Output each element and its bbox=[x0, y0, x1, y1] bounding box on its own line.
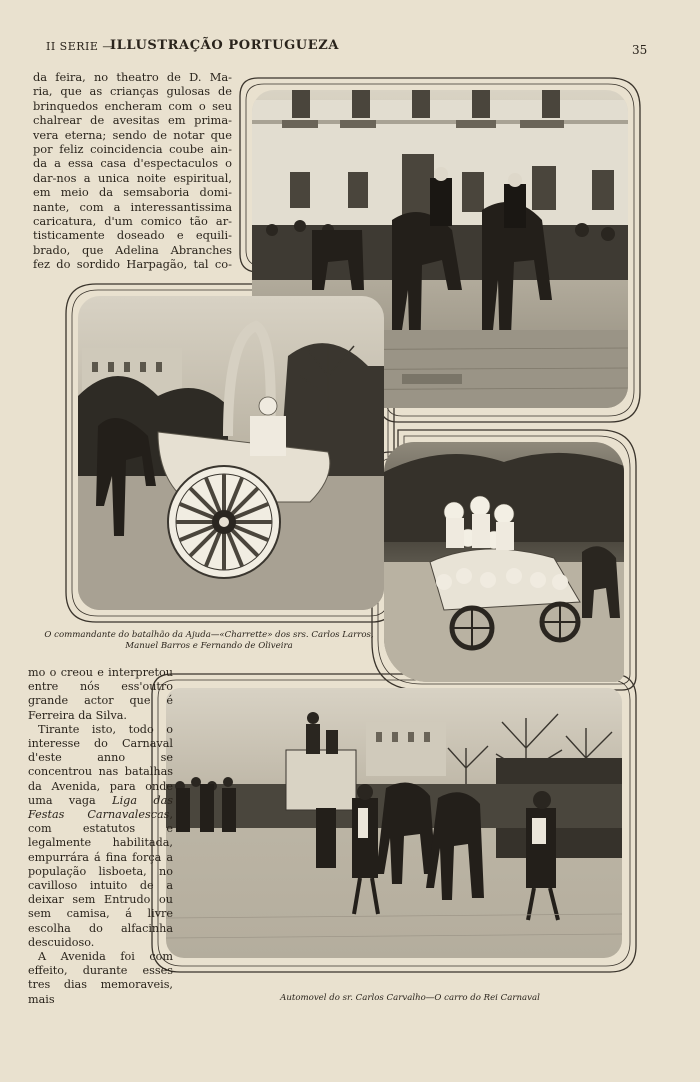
article-column-top bbox=[33, 70, 232, 272]
flower-car-illustration bbox=[384, 442, 624, 682]
league-name: Liga das Festas Carnavalescas bbox=[28, 793, 174, 822]
carnival-float-illustration bbox=[166, 688, 622, 958]
text-line: nante, com a interessantissima bbox=[33, 199, 232, 214]
photo-flower-car bbox=[384, 442, 624, 682]
charrette-illustration bbox=[78, 296, 384, 610]
text-line: brinquedos encheram com o seu bbox=[33, 98, 232, 113]
paragraph-3: A Avenida foi com effeito, durante esses tres dias memoraveis, mais bbox=[28, 950, 173, 1006]
photo-charrette bbox=[78, 296, 384, 610]
text-line: da feira, no theatro de D. Ma- bbox=[33, 70, 232, 84]
page-number: 35 bbox=[632, 43, 648, 57]
text-line: em meio da semsaboria domi- bbox=[33, 185, 232, 200]
magazine-title: ILLUSTRAÇÃO PORTUGUEZA bbox=[110, 38, 340, 53]
series-label: II SERIE — bbox=[46, 40, 114, 53]
text-line: brado, que Adelina Abranches bbox=[33, 242, 232, 257]
text-line: chalrear de avesitas em prima- bbox=[33, 113, 232, 128]
text-line: vera eterna; sendo de notar que bbox=[33, 127, 232, 142]
text-line: por feliz coincidencia coube ain- bbox=[33, 142, 232, 157]
text-line: da a essa casa d'espectaculos o bbox=[33, 156, 232, 171]
paragraph-2-end: , com estatutos e legalmente habilitada, empurrára á fina força a população lisboeta, no cavilloso intuito de a deixar sem Entrudo ou sem camisa, á livre escolha do alfacinha descuidoso. bbox=[28, 808, 173, 949]
paragraph-2 bbox=[28, 723, 173, 950]
caption-middle: O commandante do batalhão da Ajuda—«Charrette» dos srs. Carlos Larros, Manuel Barros e Fernando de Oliveira bbox=[44, 630, 374, 651]
paragraph-1: mo o creou e interpretou entre nós ess'outro grande actor que é Ferreira da Silva. bbox=[28, 666, 173, 722]
caption-bottom: Automovel do sr. Carlos Carvalho—O carro do Rei Carnaval bbox=[280, 993, 540, 1003]
text-line: ria, que as crianças gulosas de bbox=[33, 84, 232, 99]
text-line: tisticamente doseado e equili- bbox=[33, 228, 232, 243]
text-line: dar-nos a unica noite espiritual, bbox=[33, 170, 232, 185]
article-column-bottom bbox=[28, 666, 173, 1007]
paragraph-2-start: Tirante isto, todo o interesse do Carnaval d'este anno se concentrou nas batalhas da Avenida, para onde uma vaga bbox=[28, 722, 173, 807]
photo-carnival-float bbox=[166, 688, 622, 958]
text-line: caricatura, d'um comico tão ar- bbox=[33, 214, 232, 229]
text-line: fez do sordido Harpagão, tal co- bbox=[33, 257, 232, 272]
